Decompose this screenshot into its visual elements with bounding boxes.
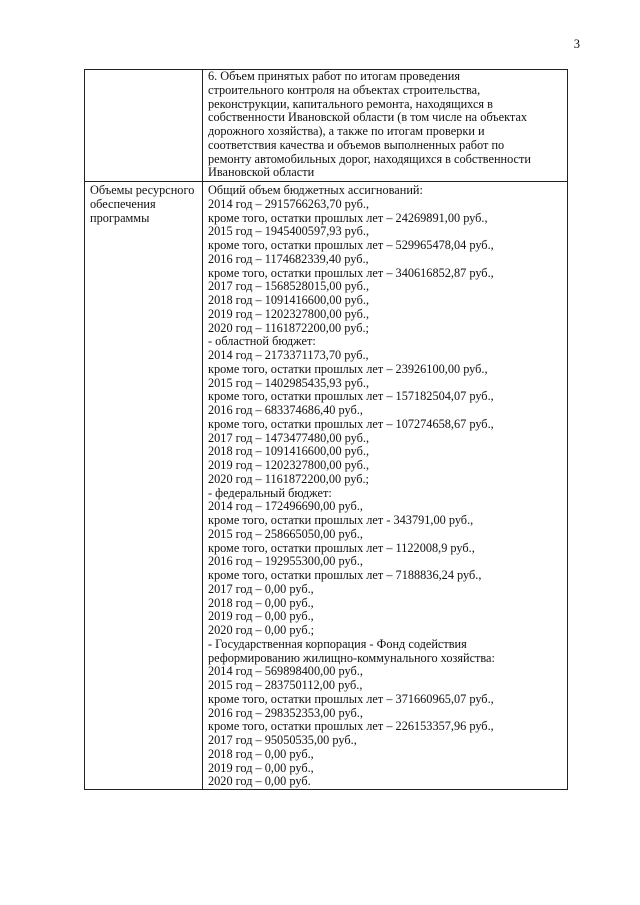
funding-text-line: кроме того, остатки прошлых лет – 529965478,04 руб., (208, 238, 494, 252)
funding-text-line: 2015 год – 1945400597,93 руб., (208, 224, 370, 239)
funding-text-line: 2020 год – 1161872200,00 руб.; (208, 320, 369, 335)
funding-text-line: 2020 год – 1161872200,00 руб.; (208, 471, 369, 486)
funding-text-line: 2017 год – 1473477480,00 руб., (208, 430, 370, 445)
funding-text-line: 2017 год – 95050535,00 руб., (208, 733, 357, 747)
result-text-line: ремонту автомобильных дорог, находящихся в собственности (208, 151, 531, 166)
row-label-line: Объемы ресурсного (90, 183, 195, 197)
funding-text-line: кроме того, остатки прошлых лет – 226153357,96 руб., (208, 719, 494, 734)
funding-text-line: 2014 год – 569898400,00 руб., (208, 664, 363, 679)
funding-text-line: 2016 год – 1174682339,40 руб., (208, 251, 369, 266)
funding-text-line: 2018 год – 1091416600,00 руб., (208, 444, 370, 459)
funding-text-line: 2014 год – 2915766263,70 руб., (208, 196, 370, 211)
row1-right-cell (203, 70, 568, 182)
result-text-line: 6. Объем принятых работ по итогам проведения (208, 69, 461, 83)
funding-text-line: 2020 год – 0,00 руб.; (208, 623, 315, 637)
funding-text-line: Общий объем бюджетных ассигнований: (208, 183, 423, 197)
funding-text-line: 2015 год – 1402985435,93 руб., (208, 375, 370, 390)
funding-text-line: реформированию жилищно-коммунального хозяйства: (208, 650, 495, 665)
result-text-line: соответствия качества и объемов выполненных работ по (208, 137, 505, 152)
funding-text-line: 2014 год – 2173371173,70 руб., (208, 348, 369, 362)
row2-left-cell (85, 182, 203, 790)
table-row-expected-results (85, 70, 568, 182)
row1-left-cell (85, 70, 203, 182)
result-text-line: Ивановской области (208, 165, 315, 180)
funding-text-line: 2019 год – 1202327800,00 руб., (208, 306, 370, 321)
funding-text-line: кроме того, остатки прошлых лет – 371660965,07 руб., (208, 691, 494, 706)
row-label-line: обеспечения (90, 196, 156, 211)
funding-text-line: 2018 год – 0,00 руб., (208, 595, 314, 610)
funding-text-line: кроме того, остатки прошлых лет – 157182504,07 руб., (208, 389, 494, 404)
row2-right-cell (203, 182, 568, 790)
funding-text-line: кроме того, остатки прошлых лет - 343791,00 руб., (208, 513, 474, 527)
funding-text-line: 2019 год – 0,00 руб., (208, 609, 314, 624)
funding-text-line: 2017 год – 0,00 руб., (208, 581, 314, 596)
result-text-line: реконструкции, капитального ремонта, находящихся в (208, 96, 493, 111)
funding-text-line: кроме того, остатки прошлых лет – 1122008,9 руб., (208, 540, 475, 555)
funding-text-line: 2018 год – 0,00 руб., (208, 746, 314, 761)
funding-text-line: - Государственная корпорация - Фонд содействия (208, 636, 467, 651)
funding-text-line: кроме того, остатки прошлых лет – 340616852,87 руб., (208, 265, 494, 280)
funding-text-line: 2019 год – 1202327800,00 руб., (208, 458, 370, 472)
funding-text-line: - федеральный бюджет: (208, 485, 332, 500)
funding-text-line: 2015 год – 258665050,00 руб., (208, 526, 363, 541)
page-number: 3 (573, 37, 580, 51)
funding-text-line: кроме того, остатки прошлых лет – 24269891,00 руб., (208, 210, 488, 225)
result-text-line: дорожного хозяйства), а также по итогам проверки и (208, 124, 485, 138)
funding-text-line: 2017 год – 1568528015,00 руб., (208, 279, 370, 294)
funding-text-line: 2018 год – 1091416600,00 руб., (208, 293, 370, 307)
funding-text-line: 2016 год – 683374686,40 руб., (208, 403, 363, 417)
funding-text-line: 2014 год – 172496690,00 руб., (208, 499, 363, 514)
funding-text-line: 2019 год – 0,00 руб., (208, 760, 314, 775)
funding-text-line: 2015 год – 283750112,00 руб., (208, 678, 363, 692)
funding-text-line: 2016 год – 298352353,00 руб., (208, 705, 363, 720)
funding-text-line: кроме того, остатки прошлых лет – 7188836,24 руб., (208, 568, 482, 582)
funding-text-line: 2020 год – 0,00 руб. (208, 774, 311, 789)
funding-text-line: 2016 год – 192955300,00 руб., (208, 554, 363, 569)
funding-text-line: кроме того, остатки прошлых лет – 107274658,67 руб., (208, 416, 494, 431)
funding-text-line: кроме того, остатки прошлых лет – 23926100,00 руб., (208, 361, 488, 376)
result-text-line: собственности Ивановской области (в том числе на объектах (208, 110, 528, 125)
program-passport-table (84, 69, 568, 790)
result-text-line: строительного контроля на объектах строительства, (208, 82, 481, 97)
funding-text-line: - областной бюджет: (208, 334, 316, 349)
row-label-line: программы (90, 210, 150, 225)
table-row-resource-provision (85, 182, 568, 790)
